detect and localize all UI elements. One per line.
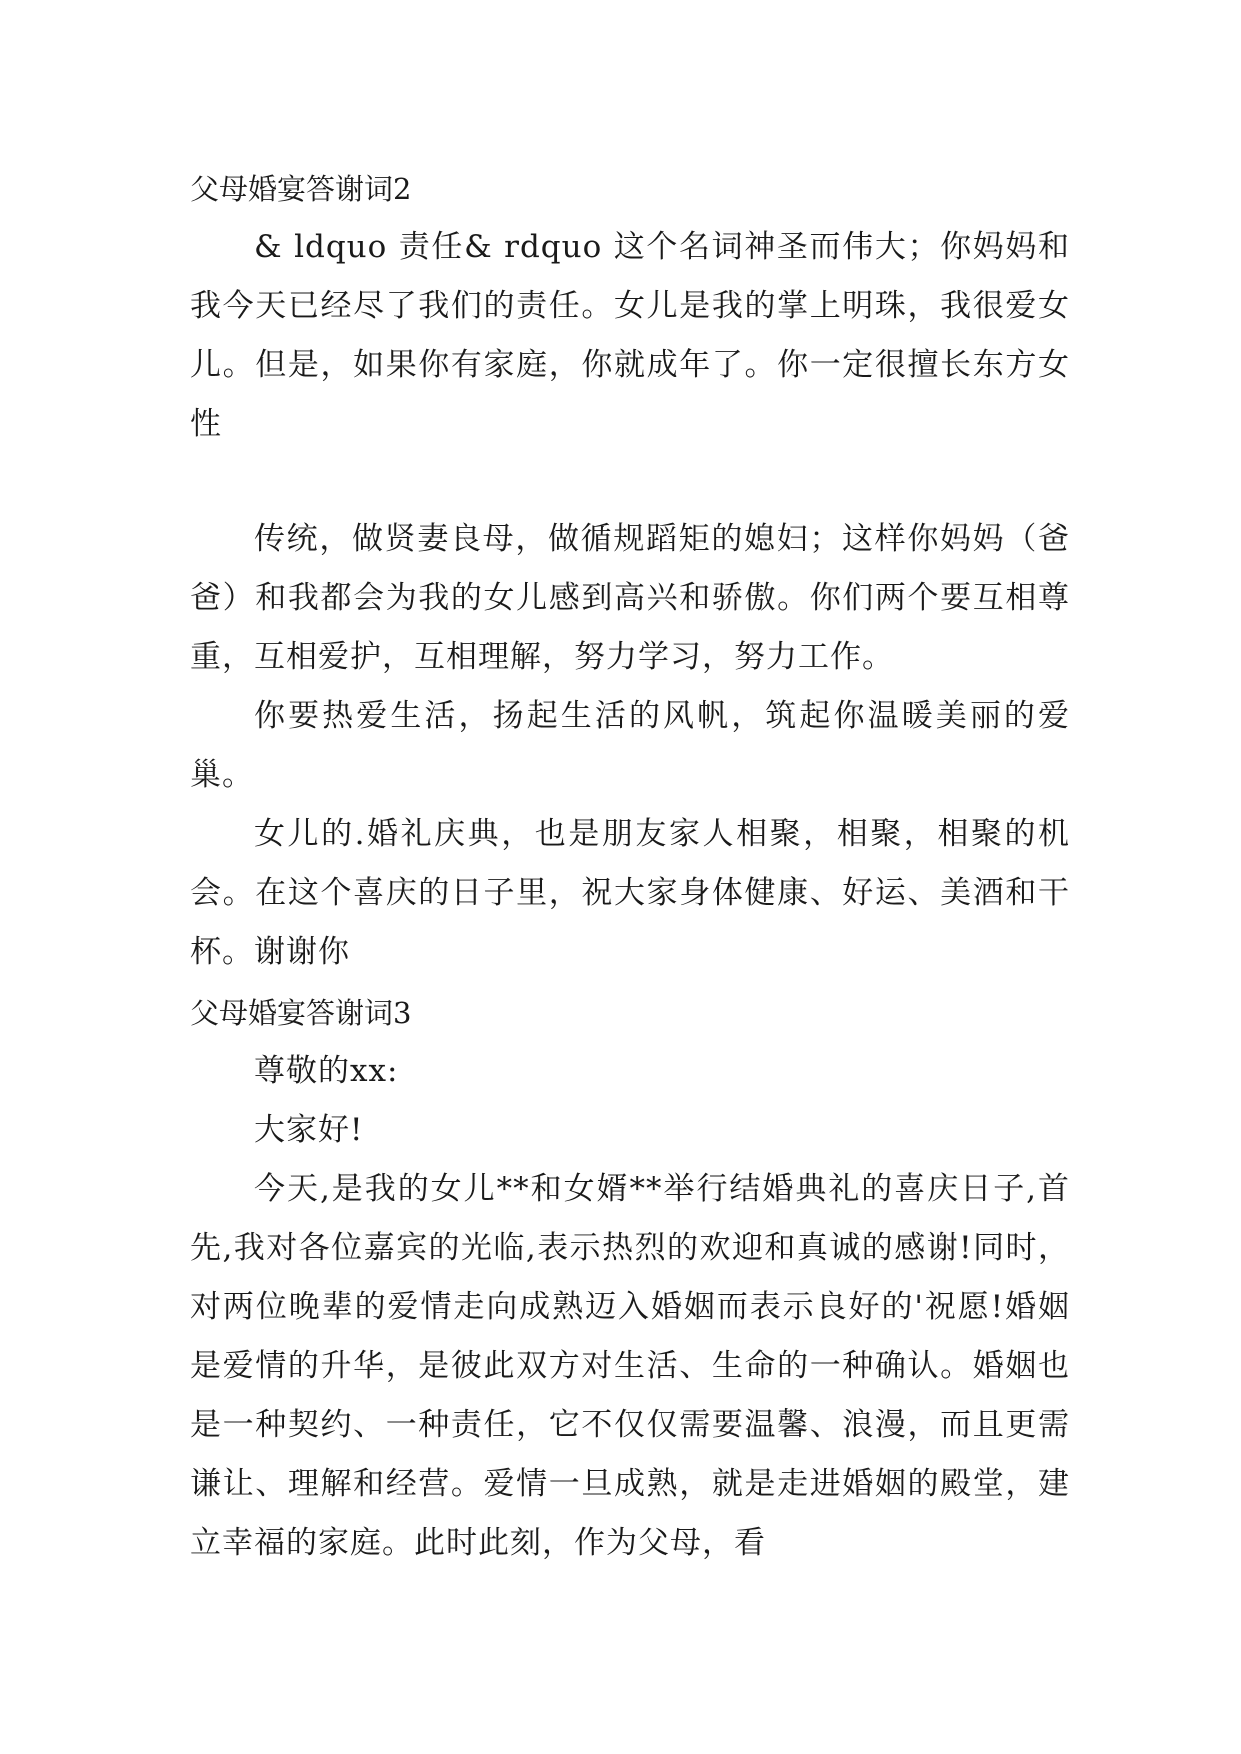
paragraph: 今天,是我的女儿**和女婿**举行结婚典礼的喜庆日子,首先,我对各位嘉宾的光临,表示热烈的欢迎和真诚的感谢!同时，对两位晚辈的爱情走向成熟迈入婚姻而表示良好的'祝愿!婚姻是爱情的升华，是彼此双方对生活、生命的一种确认。婚姻也是一种契约、一种责任，它不仅仅需要温馨、浪漫，而且更需谦让、理解和经营。爱情一旦成熟，就是走进婚姻的殿堂，建立幸福的家庭。此时此刻，作为父母，看 [190, 1171, 1070, 1561]
paragraph: 你要热爱生活，扬起生活的风帆，筑起你温暖美丽的爱巢。 [190, 698, 1070, 793]
paragraph: 女儿的.婚礼庆典，也是朋友家人相聚，相聚，相聚的机会。在这个喜庆的日子里，祝大家身体健康、好运、美酒和干杯。谢谢你 [190, 816, 1070, 970]
document-body [190, 160, 1070, 1573]
paragraph: & ldquo 责任& rdquo 这个名词神圣而伟大；你妈妈和我今天已经尽了我们的责任。女儿是我的掌上明珠，我很爱女儿。但是，如果你有家庭，你就成年了。你一定很擅长东方女性 [190, 229, 1070, 442]
paragraph: 传统，做贤妻良母，做循规蹈矩的媳妇；这样你妈妈（爸爸）和我都会为我的女儿感到高兴和骄傲。你们两个要互相尊重，互相爱护，互相理解，努力学习，努力工作。 [190, 521, 1070, 675]
greeting: 大家好! [254, 1112, 364, 1148]
section-2-heading: 父母婚宴答谢词2 [190, 172, 412, 206]
page-break-gap [190, 454, 1070, 510]
salutation: 尊敬的xx: [254, 1053, 399, 1089]
section-3-heading: 父母婚宴答谢词3 [190, 996, 412, 1030]
